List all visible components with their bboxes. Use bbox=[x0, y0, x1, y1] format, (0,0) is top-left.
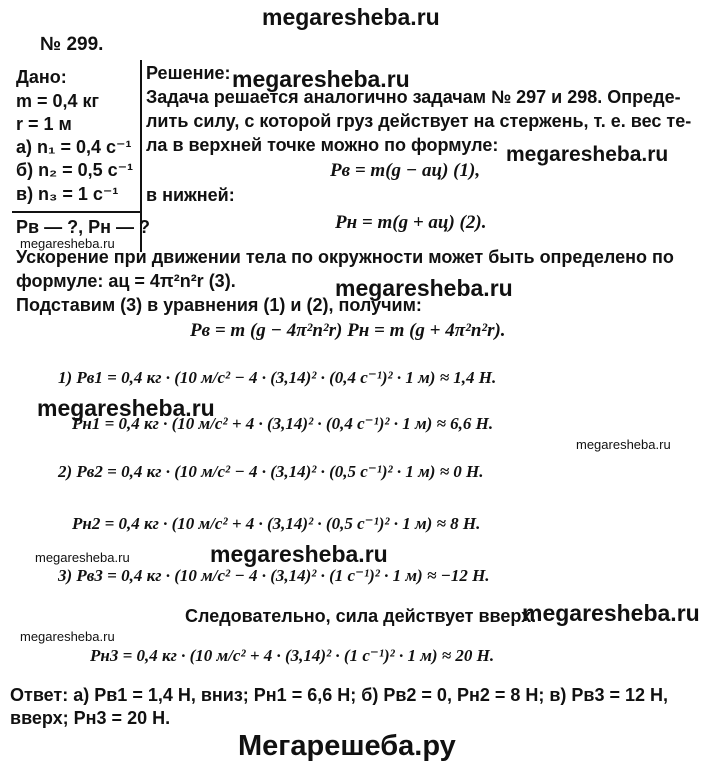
watermark[interactable]: megaresheba.ru bbox=[506, 143, 669, 166]
watermark[interactable]: megaresheba.ru bbox=[20, 236, 115, 251]
watermark[interactable]: megaresheba.ru bbox=[210, 541, 388, 567]
given-item: а) n₁ = 0,4 с⁻¹ bbox=[16, 137, 132, 157]
watermark[interactable]: megaresheba.ru bbox=[335, 275, 513, 301]
given-divider bbox=[12, 211, 140, 213]
watermark[interactable]: megaresheba.ru bbox=[522, 600, 700, 626]
given-item: в) n₃ = 1 с⁻¹ bbox=[16, 184, 119, 204]
problem-number: № 299. bbox=[40, 34, 104, 55]
calc-line: 2) Pв2 = 0,4 кг · (10 м/с² − 4 · (3,14)² · (0,5 с⁻¹)² · 1 м) ≈ 0 Н. bbox=[58, 462, 484, 481]
answer-line: Ответ: а) Pв1 = 1,4 Н, вниз; Pн1 = 6,6 Н; б) Pв2 = 0, Pн2 = 8 Н; в) Pв3 = 12 Н, bbox=[10, 685, 669, 705]
watermark-top[interactable]: megaresheba.ru bbox=[262, 4, 440, 30]
calc-line: 3) Pв3 = 0,4 кг · (10 м/с² − 4 · (3,14)² · (1 с⁻¹)² · 1 м) ≈ −12 Н. bbox=[58, 566, 490, 585]
calc-line: Pн1 = 0,4 кг · (10 м/с² + 4 · (3,14)² · (0,4 с⁻¹)² · 1 м) ≈ 6,6 Н. bbox=[72, 414, 494, 433]
solution-line: формуле: aц = 4π²n²r (3). bbox=[16, 271, 236, 291]
solution-line: Ускорение при движении тела по окружности может быть определено по bbox=[16, 247, 674, 267]
solution-title: Решение: bbox=[146, 63, 231, 83]
formula-2: Pн = m(g + aц) (2). bbox=[335, 212, 487, 233]
calc-line: Pн3 = 0,4 кг · (10 м/с² + 4 · (3,14)² · (1 с⁻¹)² · 1 м) ≈ 20 Н. bbox=[90, 646, 495, 665]
given-title: Дано: bbox=[16, 67, 67, 87]
formula-1: Pв = m(g − aц) (1), bbox=[330, 160, 481, 181]
watermark[interactable]: megaresheba.ru bbox=[37, 395, 215, 421]
solution-line: лить силу, с которой груз действует на стержень, т. е. вес те- bbox=[146, 111, 692, 131]
watermark[interactable]: megaresheba.ru bbox=[232, 66, 410, 92]
solution-line: Задача решается аналогично задачам № 297 и 298. Опреде- bbox=[146, 87, 681, 107]
given-item: r = 1 м bbox=[16, 114, 72, 134]
watermark[interactable]: megaresheba.ru bbox=[35, 550, 130, 565]
find-item: Pв — ?, Pн — ? bbox=[16, 217, 150, 237]
calc-line: 1) Pв1 = 0,4 кг · (10 м/с² − 4 · (3,14)² · (0,4 с⁻¹)² · 1 м) ≈ 1,4 Н. bbox=[58, 368, 497, 387]
watermark-bottom[interactable]: Мегарешеба.ру bbox=[238, 730, 456, 762]
watermark[interactable]: megaresheba.ru bbox=[576, 437, 671, 452]
conclusion: Следовательно, сила действует вверх. bbox=[185, 606, 537, 626]
given-item: б) n₂ = 0,5 с⁻¹ bbox=[16, 160, 134, 180]
given-item: m = 0,4 кг bbox=[16, 91, 100, 111]
formula-3: Pв = m (g − 4π²n²r) Pн = m (g + 4π²n²r). bbox=[190, 320, 506, 341]
solution-line: Подставим (3) в уравнения (1) и (2), получим: bbox=[16, 295, 422, 315]
watermark[interactable]: megaresheba.ru bbox=[20, 629, 115, 644]
answer-line: вверх; Pн3 = 20 Н. bbox=[10, 708, 171, 728]
solution-line: ла в верхней точке можно по формуле: bbox=[146, 135, 499, 155]
calc-line: Pн2 = 0,4 кг · (10 м/с² + 4 · (3,14)² · (0,5 с⁻¹)² · 1 м) ≈ 8 Н. bbox=[72, 514, 481, 533]
solution-line: в нижней: bbox=[146, 185, 235, 205]
